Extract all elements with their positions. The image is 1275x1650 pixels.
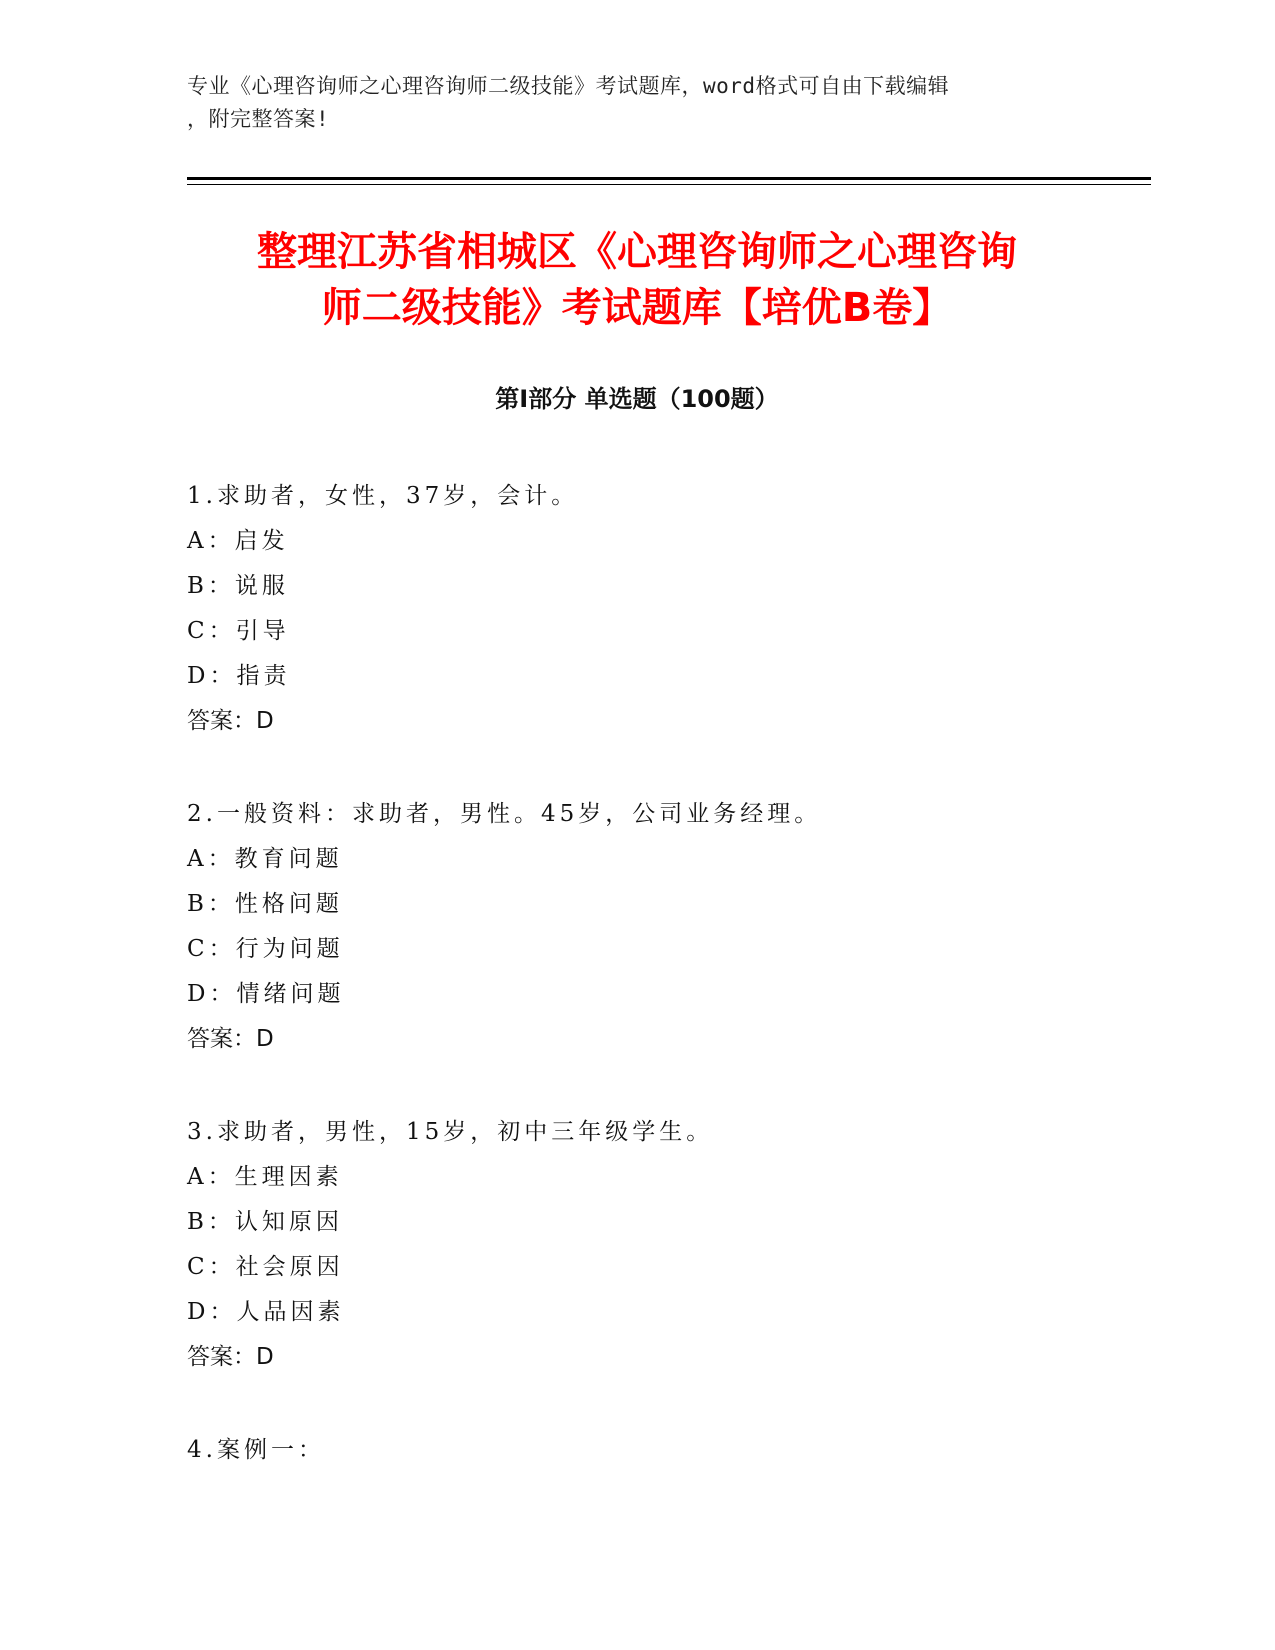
option-b: B：性格问题 [187,891,343,917]
header-rule-thin [187,184,1151,185]
option-c: C：引导 [187,618,290,644]
option-d: D：指责 [187,663,291,689]
document-title-line-2: 师二级技能》考试题库【培优B卷】 [321,285,953,331]
header-note [187,70,1087,136]
question-item [187,792,1147,1062]
question-item [187,1428,1147,1473]
header-rule-thick [187,177,1151,180]
question-stem: 4.案例一： [187,1437,325,1463]
header-note-line-1: 专业《心理咨询师之心理咨询师二级技能》考试题库，word格式可自由下载编辑 [187,74,950,98]
option-d: D：情绪问题 [187,981,345,1007]
option-b: B：说服 [187,573,289,599]
option-c: C：社会原因 [187,1254,344,1280]
question-item [187,1110,1147,1380]
option-d: D：人品因素 [187,1299,345,1325]
option-a: A：启发 [187,528,289,554]
document-title-line-1: 整理江苏省相城区《心理咨询师之心理咨询 [257,229,1017,275]
question-stem: 3.求助者，男性，15岁，初中三年级学生。 [187,1119,714,1145]
question-stem: 2.一般资料：求助者，男性。45岁，公司业务经理。 [187,801,822,827]
option-b: B：认知原因 [187,1209,343,1235]
document-title [187,224,1087,336]
answer-line: 答案：D [187,1026,274,1052]
answer-line: 答案：D [187,708,274,734]
header-note-line-2: ，附完整答案! [187,107,330,131]
option-c: C：行为问题 [187,936,344,962]
answer-line: 答案：D [187,1344,274,1370]
option-a: A：教育问题 [187,846,343,872]
section-heading: 第Ⅰ部分 单选题（100题） [495,385,779,413]
option-a: A：生理因素 [187,1164,343,1190]
question-stem: 1.求助者，女性，37岁，会计。 [187,483,579,509]
question-item [187,474,1147,744]
